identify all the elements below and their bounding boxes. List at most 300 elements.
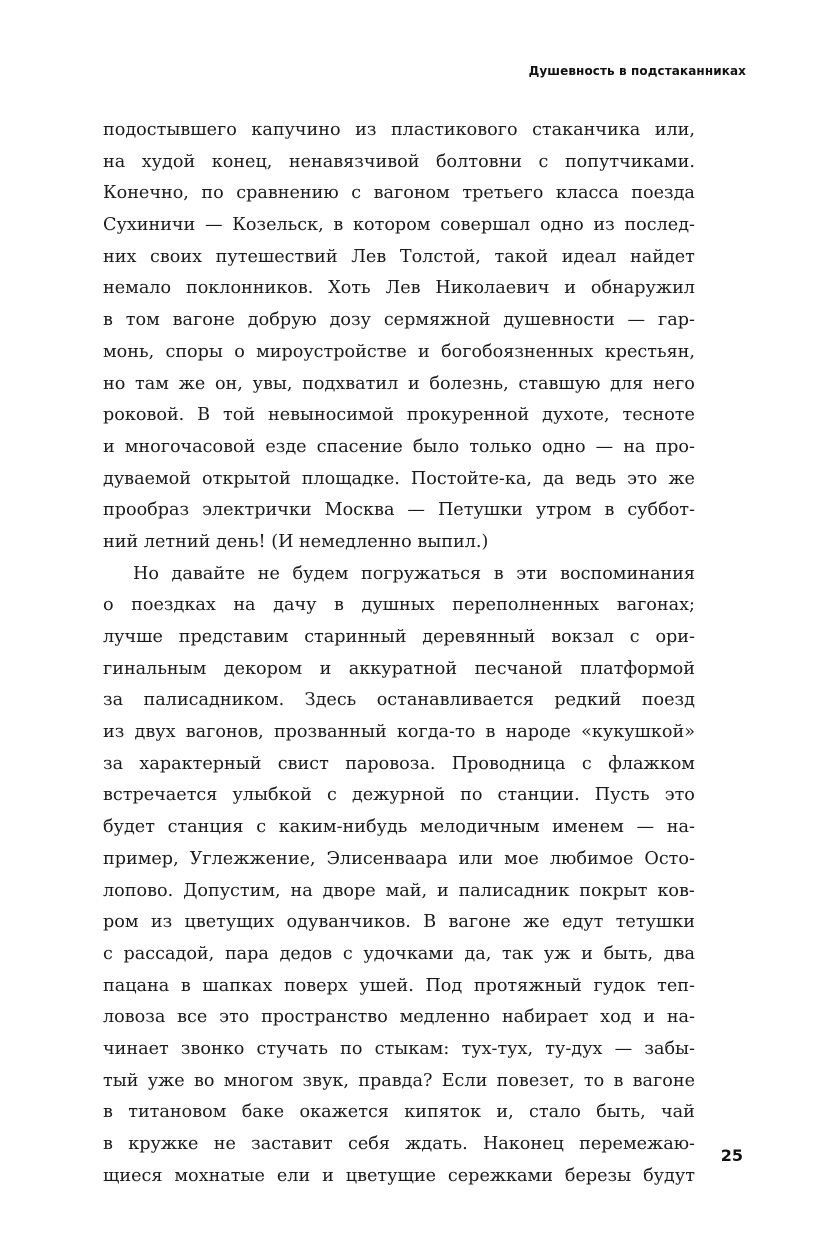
word: с: [351, 183, 362, 204]
word: не: [257, 563, 280, 584]
word: ловоза: [103, 1007, 166, 1028]
word: дежурной: [351, 785, 446, 806]
word: о: [234, 341, 245, 362]
word: с: [256, 817, 267, 838]
word: и: [436, 880, 449, 901]
word: палисадником.: [143, 690, 285, 711]
word: березы: [564, 1165, 632, 1186]
word: характерный: [139, 753, 262, 774]
word: удочками: [363, 943, 454, 964]
word: тух-тух,: [461, 1038, 534, 1059]
word: Допустим,: [183, 880, 281, 901]
word: одно: [541, 436, 586, 457]
word: Но: [133, 563, 159, 584]
word: с: [629, 627, 640, 647]
word: Лев: [385, 278, 421, 299]
word: в: [333, 215, 344, 236]
word: двух: [134, 722, 176, 743]
word: мохнатые: [174, 1165, 265, 1186]
word: пример,: [103, 848, 179, 869]
word: да,: [464, 943, 492, 964]
word: сережками: [447, 1165, 553, 1186]
word: по: [340, 1038, 363, 1059]
word: едут: [562, 912, 604, 933]
word: то: [583, 1070, 605, 1091]
word: на: [103, 151, 126, 172]
word: звонко: [180, 1038, 245, 1059]
word: дуваемой: [103, 468, 191, 489]
text-line: [103, 400, 695, 432]
word: и: [407, 373, 420, 394]
text-line: [103, 464, 695, 496]
word: так: [502, 943, 534, 964]
word: и: [322, 1165, 334, 1186]
word: цветущих: [184, 912, 275, 933]
word: в: [103, 1134, 113, 1154]
word: май,: [385, 880, 428, 901]
word: там: [135, 373, 169, 394]
word: только: [469, 436, 532, 457]
word: с: [327, 785, 337, 806]
word: вагоне: [448, 912, 511, 933]
text-line: [103, 147, 695, 179]
word: будет: [103, 817, 155, 838]
word: электрички: [202, 500, 312, 521]
text-line: [103, 495, 695, 527]
word: народе: [505, 722, 571, 743]
word: одно: [539, 215, 584, 236]
word: путешествий: [215, 246, 338, 267]
page-number: 25: [720, 1146, 743, 1165]
word: из: [355, 120, 377, 140]
word: третьего: [462, 183, 544, 204]
word: повезет,: [496, 1070, 575, 1091]
word: подостывшего: [103, 120, 237, 140]
word: Петушки: [437, 500, 523, 521]
word: идеал: [561, 246, 617, 267]
word: в: [103, 1102, 113, 1123]
word: в: [613, 1070, 624, 1091]
word: медленно: [399, 1007, 491, 1028]
word: «кукушкой»: [581, 722, 695, 743]
word: кипяток: [404, 1102, 482, 1123]
word: редкий: [554, 690, 622, 711]
word: покрыт: [579, 880, 648, 901]
word: уж: [543, 943, 571, 964]
word: поклонников.: [185, 278, 314, 299]
word: мелодичным: [420, 817, 540, 838]
word: на-: [666, 1007, 695, 1028]
word: по: [201, 183, 224, 204]
word: тетушки: [615, 912, 695, 933]
word: ждать.: [405, 1134, 468, 1154]
text-line: [103, 749, 695, 781]
word: не: [213, 1134, 236, 1154]
word: лучше: [103, 627, 163, 647]
word: когда-то: [396, 722, 476, 743]
word: немедленно: [299, 531, 412, 552]
word: богобоязненных: [441, 341, 594, 362]
word: или,: [654, 120, 695, 140]
word: вокзал: [551, 627, 614, 647]
word: титановом: [128, 1102, 227, 1123]
word: монь,: [103, 341, 155, 362]
word: шапках: [202, 975, 273, 996]
word: худой: [141, 151, 196, 172]
text-line: [103, 622, 695, 654]
word: в: [180, 975, 191, 996]
text-line: [103, 685, 695, 717]
word: ведь: [575, 468, 617, 489]
word: каким-нибудь: [278, 817, 408, 838]
word: или: [458, 848, 494, 869]
text-line: [103, 939, 695, 971]
text-line: [103, 337, 695, 369]
word: —: [407, 500, 425, 521]
body-text: [103, 115, 695, 1192]
word: попутчиками.: [564, 151, 695, 172]
word: для: [610, 373, 644, 394]
word: суббот-: [627, 500, 695, 521]
word: сермяжной: [383, 310, 491, 331]
word: станция: [167, 817, 244, 838]
word: Сухиничи: [103, 215, 196, 236]
word: прокуренной: [406, 405, 530, 426]
word: Конечно,: [103, 183, 189, 204]
word: заставит: [251, 1134, 333, 1154]
word: увы,: [252, 373, 293, 394]
word: останавливается: [376, 690, 534, 711]
word: по: [460, 785, 483, 806]
word: ели: [276, 1165, 311, 1186]
word: площадке.: [301, 468, 400, 489]
word: Хоть: [328, 278, 371, 299]
word: Проводница: [451, 753, 566, 774]
word: Под: [425, 975, 463, 996]
word: пространство: [261, 1007, 388, 1028]
text-line: [103, 115, 695, 147]
word: стаканчика: [532, 120, 641, 140]
word: представим: [178, 627, 289, 647]
word: пацана: [103, 975, 170, 996]
word: —: [595, 436, 614, 457]
word: с: [581, 753, 592, 774]
word: из: [593, 215, 615, 236]
word: Пусть: [594, 785, 650, 806]
word: сравнению: [236, 183, 339, 204]
text-line: [103, 1066, 695, 1098]
word: и,: [496, 1102, 514, 1123]
word: гар-: [657, 310, 695, 331]
word: ков-: [657, 880, 695, 901]
word: ставшую: [518, 373, 601, 394]
word: конец,: [211, 151, 273, 172]
text-line: [103, 369, 695, 401]
word: многочасовой: [124, 436, 256, 457]
word: ори-: [655, 627, 695, 647]
word: В: [423, 912, 437, 933]
word: из: [150, 912, 173, 933]
word: в: [493, 563, 504, 584]
word: баке: [241, 1102, 285, 1123]
word: том: [125, 310, 160, 331]
word: стало: [529, 1102, 581, 1123]
word: дозу: [329, 310, 371, 331]
word: погружаться: [360, 563, 482, 584]
word: он,: [214, 373, 243, 394]
word: давайте: [171, 563, 246, 584]
word: палисадник: [458, 880, 570, 901]
word: мироустройстве: [256, 341, 407, 362]
word: старинный: [304, 627, 407, 647]
text-line: [103, 1097, 695, 1129]
word: душевности: [503, 310, 615, 331]
text-line: [103, 559, 695, 591]
word: послед-: [624, 215, 695, 236]
word: про-: [655, 436, 695, 457]
word: совершал: [440, 215, 531, 236]
word: правда?: [358, 1070, 433, 1091]
word: и: [103, 436, 115, 457]
word: на-: [666, 817, 695, 838]
word: выпил.): [417, 531, 489, 552]
word: вагонов,: [185, 722, 264, 743]
word: одуванчиков.: [286, 912, 411, 933]
word: в: [485, 722, 496, 743]
word: платформой: [580, 658, 695, 679]
word: вагонах;: [616, 595, 695, 616]
word: поезда: [631, 183, 695, 204]
word: в: [334, 595, 344, 616]
text-line: [103, 178, 695, 210]
text-line: [103, 1002, 695, 1034]
word: забы-: [644, 1038, 695, 1059]
word: песчаной: [474, 658, 563, 679]
word: поезд: [641, 690, 695, 711]
word: летний: [143, 531, 211, 552]
text-line: [103, 1034, 695, 1066]
word: именем: [552, 817, 624, 838]
word: с: [103, 943, 113, 964]
word: болтовни: [435, 151, 523, 172]
word: ненавязчивой: [288, 151, 420, 172]
word: да: [542, 468, 565, 489]
text-line: [103, 907, 695, 939]
word: это: [664, 785, 695, 806]
word: день!: [215, 531, 266, 552]
word: гинальным: [103, 658, 207, 679]
word: прозванный: [273, 722, 387, 743]
word: кружке: [128, 1134, 199, 1154]
word: за: [103, 690, 124, 711]
word: и: [581, 943, 593, 964]
word: рассадой,: [123, 943, 215, 964]
word: звук,: [302, 1070, 349, 1091]
word: и: [319, 658, 332, 679]
word: набирает: [501, 1007, 589, 1028]
word: Толстой,: [399, 246, 481, 267]
text-line: [103, 780, 695, 812]
word: уже: [147, 1070, 185, 1091]
word: окажется: [299, 1102, 389, 1123]
word: будут: [643, 1165, 695, 1186]
word: декором: [223, 658, 303, 679]
word: крестьян,: [604, 341, 695, 362]
word: Лев: [351, 246, 387, 267]
word: —: [627, 310, 646, 331]
word: Если: [441, 1070, 488, 1091]
word: Углежжение,: [189, 848, 316, 869]
word: вагоном: [373, 183, 450, 204]
word: протяжный: [473, 975, 582, 996]
word: Постойте-ка,: [410, 468, 532, 489]
word: это: [627, 468, 658, 489]
word: улыбкой: [232, 785, 312, 806]
word: ход: [600, 1007, 632, 1028]
word: капучино: [251, 120, 341, 140]
word: паровоза.: [345, 753, 436, 774]
word: пластикового: [390, 120, 518, 140]
word: это: [219, 1007, 250, 1028]
word: аккуратной: [348, 658, 458, 679]
text-line: [103, 527, 695, 559]
text-line: [103, 812, 695, 844]
word: тый: [103, 1070, 139, 1091]
word: чай: [661, 1102, 695, 1123]
text-line: [103, 654, 695, 686]
word: Здесь: [304, 690, 357, 711]
word: поездках: [131, 595, 216, 616]
word: той: [223, 405, 256, 426]
word: же: [523, 912, 550, 933]
word: себя: [347, 1134, 390, 1154]
word: вагоне: [172, 310, 235, 331]
word: Москва: [324, 500, 395, 521]
word: роковой.: [103, 405, 185, 426]
word: и: [418, 341, 430, 362]
text-line: [103, 1161, 695, 1193]
word: чинает: [103, 1038, 169, 1059]
word: же: [668, 468, 695, 489]
word: —: [204, 215, 223, 236]
word: было: [412, 436, 460, 457]
paragraph: [103, 559, 695, 1193]
word: на: [623, 436, 646, 457]
word: добрую: [247, 310, 317, 331]
word: —: [636, 817, 655, 838]
word: духоте,: [542, 405, 610, 426]
text-line: [103, 717, 695, 749]
word: станции.: [497, 785, 580, 806]
text-line: [103, 210, 695, 242]
word: из: [103, 722, 125, 743]
word: быть,: [596, 1102, 646, 1123]
word: ту-дух: [545, 1038, 603, 1059]
word: же: [178, 373, 206, 394]
word: о: [103, 595, 114, 616]
word: во: [193, 1070, 215, 1091]
text-line: [103, 876, 695, 908]
word: прообраз: [103, 500, 190, 521]
word: быть,: [603, 943, 654, 964]
word: в: [103, 310, 113, 331]
word: с: [342, 943, 353, 964]
word: него: [652, 373, 695, 394]
word: флажком: [608, 753, 695, 774]
word: пара: [224, 943, 269, 964]
word: вагоне: [632, 1070, 695, 1091]
text-line: [103, 432, 695, 464]
word: Николаевич: [435, 278, 550, 299]
word: перемежаю-: [579, 1134, 695, 1154]
word: переполненных: [452, 595, 600, 616]
word: В: [197, 405, 211, 426]
word: с: [538, 151, 549, 172]
word: и: [643, 1007, 656, 1028]
word: но: [103, 373, 126, 394]
word: воспоминания: [560, 563, 695, 584]
word: класса: [555, 183, 619, 204]
word: подхватил: [302, 373, 399, 394]
word: два: [663, 943, 695, 964]
word: стыкам:: [374, 1038, 450, 1059]
word: эти: [516, 563, 548, 584]
word: обнаружил: [590, 278, 695, 299]
word: любимое: [549, 848, 634, 869]
word: дворе: [322, 880, 376, 901]
text-line: [103, 844, 695, 876]
word: лопово.: [103, 880, 174, 901]
word: немало: [103, 278, 172, 299]
word: многом: [223, 1070, 294, 1091]
word: все: [177, 1007, 208, 1028]
word: невыносимой: [267, 405, 394, 426]
word: Наконец: [482, 1134, 564, 1154]
word: на: [290, 880, 313, 901]
word: свист: [277, 753, 329, 774]
word: (И: [271, 531, 294, 552]
word: спасение: [316, 436, 403, 457]
running-header: Душевность в подстаканниках: [528, 64, 746, 78]
word: такой: [494, 246, 549, 267]
word: своих: [150, 246, 203, 267]
word: открытой: [202, 468, 291, 489]
word: ушей.: [359, 975, 414, 996]
word: утром: [535, 500, 592, 521]
paragraph: [103, 115, 695, 559]
word: и: [564, 278, 576, 299]
text-line: [103, 1129, 695, 1161]
word: них: [103, 246, 137, 267]
word: ний: [103, 531, 139, 552]
word: встречается: [103, 785, 218, 806]
word: Осто-: [644, 848, 695, 869]
word: —: [614, 1038, 633, 1059]
word: езде: [265, 436, 307, 457]
word: за: [103, 753, 124, 774]
text-line: [103, 305, 695, 337]
word: Козельск,: [232, 215, 324, 236]
word: щиеся: [103, 1165, 163, 1186]
word: поверх: [283, 975, 348, 996]
word: дачу: [273, 595, 317, 616]
word: дедов: [279, 943, 333, 964]
word: котором: [353, 215, 431, 236]
word: цветущие: [345, 1165, 436, 1186]
text-line: [103, 590, 695, 622]
word: деревянный: [422, 627, 536, 647]
word: тесноте: [622, 405, 695, 426]
